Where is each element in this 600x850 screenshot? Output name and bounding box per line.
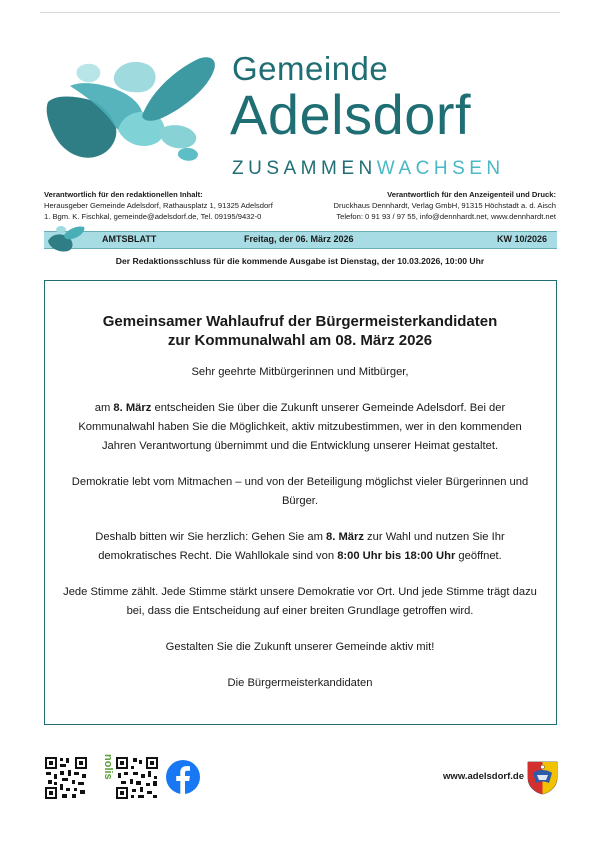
- p3-bold-hours: 8:00 Uhr bis 18:00 Uhr: [337, 550, 456, 562]
- qr-code-icon[interactable]: [44, 756, 88, 800]
- splash-logo-icon: [42, 52, 220, 162]
- issue-date: Freitag, der 06. März 2026: [244, 234, 354, 244]
- imprint-ads-line2: Telefon: 0 91 93 / 97 55, info@dennhardt.net, www.dennhardt.net: [336, 212, 556, 221]
- nolis-logo: [95, 752, 114, 802]
- top-rule: [40, 12, 560, 13]
- coat-of-arms-icon: [527, 761, 558, 795]
- slogan-part2: WACHSEN: [376, 158, 505, 179]
- imprint-editorial-heading: Verantwortlich für den redaktionellen Inhalt:: [44, 190, 203, 199]
- article-title-line2: zur Kommunalwahl am 08. März 2026: [167, 332, 433, 349]
- article-paragraph-4: Jede Stimme zählt. Jede Stimme stärkt unsere Demokratie vor Ort. Und jede Stimme trägt dazu bei, dass die Entscheidung auf einer breiten Grundlage getroffen wird.: [63, 586, 537, 617]
- issue-label: AMTSBLATT: [102, 234, 157, 244]
- p3-text-a: Deshalb bitten wir Sie herzlich: Gehen Sie am: [95, 531, 326, 543]
- bar-splash-icon: [46, 223, 86, 253]
- article-title-line1: Gemeinsamer Wahlaufruf der Bürgermeisterkandidaten: [102, 313, 498, 330]
- imprint-ads-heading: Verantwortlich für den Anzeigenteil und Druck:: [387, 190, 556, 199]
- slogan: [232, 158, 505, 180]
- article-paragraph-1: [60, 399, 540, 456]
- imprint-editorial-line1: Herausgeber Gemeinde Adelsdorf, Rathausplatz 1, 91325 Adelsdorf: [44, 201, 273, 210]
- municipality-name: Adelsdorf: [230, 83, 472, 146]
- p3-text-c: geöffnet.: [455, 550, 502, 562]
- p1-text-a: am: [94, 402, 114, 414]
- article-title: [60, 312, 540, 350]
- nolis-brand-text: nolis: [102, 754, 114, 780]
- article-content: [60, 312, 540, 710]
- imprint-editorial-line2: 1. Bgm. K. Fischkal, gemeinde@adelsdorf.de, Tel. 09195/9432-0: [44, 212, 262, 221]
- website-link[interactable]: www.adelsdorf.de: [443, 771, 524, 782]
- issue-week: KW 10/2026: [496, 234, 547, 244]
- p3-bold-date: 8. März: [326, 531, 364, 543]
- article-signature: Die Bürgermeisterkandidaten: [227, 677, 373, 689]
- article-paragraph-3: [60, 528, 540, 566]
- qr-code-icon[interactable]: [115, 756, 159, 800]
- imprint-ads: [306, 189, 556, 222]
- article-paragraph-5: Gestalten Sie die Zukunft unserer Gemeinde aktiv mit!: [165, 641, 435, 653]
- article-salutation: Sehr geehrte Mitbürgerinnen und Mitbürger,: [191, 366, 409, 378]
- p3-text-b: zur Wahl und nutzen Sie Ihr demokratisches Recht. Die Wahllokale sind von: [98, 531, 505, 562]
- municipality-label: Gemeinde: [232, 50, 389, 87]
- deadline-notice: Der Redaktionsschluss für die kommende Ausgabe ist Dienstag, der 10.03.2026, 10:00 Uhr: [115, 256, 485, 266]
- p1-text-b: entscheiden Sie über die Zukunft unserer Gemeinde Adelsdorf. Bei der Kommunalwahl haben Sie die Möglichkeit, aktiv mitzubestimmen, wer in den kommenden Jahren Verantwortung übernimmt und die Entwicklung unserer Heimat gestaltet.: [78, 402, 522, 452]
- facebook-icon[interactable]: [166, 760, 200, 794]
- issue-info-bar: [44, 231, 557, 249]
- p1-bold-date: 8. März: [113, 402, 152, 414]
- imprint-ads-line1: Druckhaus Dennhardt, Verlag GmbH, 91315 Höchstadt a. d. Aisch: [333, 201, 556, 210]
- slogan-part1: ZUSAMMEN: [232, 158, 377, 179]
- article-paragraph-2: Demokratie lebt vom Mitmachen – und von der Beteiligung möglichst vieler Bürgerinnen und Bürger.: [71, 476, 529, 507]
- imprint-editorial: [44, 189, 294, 222]
